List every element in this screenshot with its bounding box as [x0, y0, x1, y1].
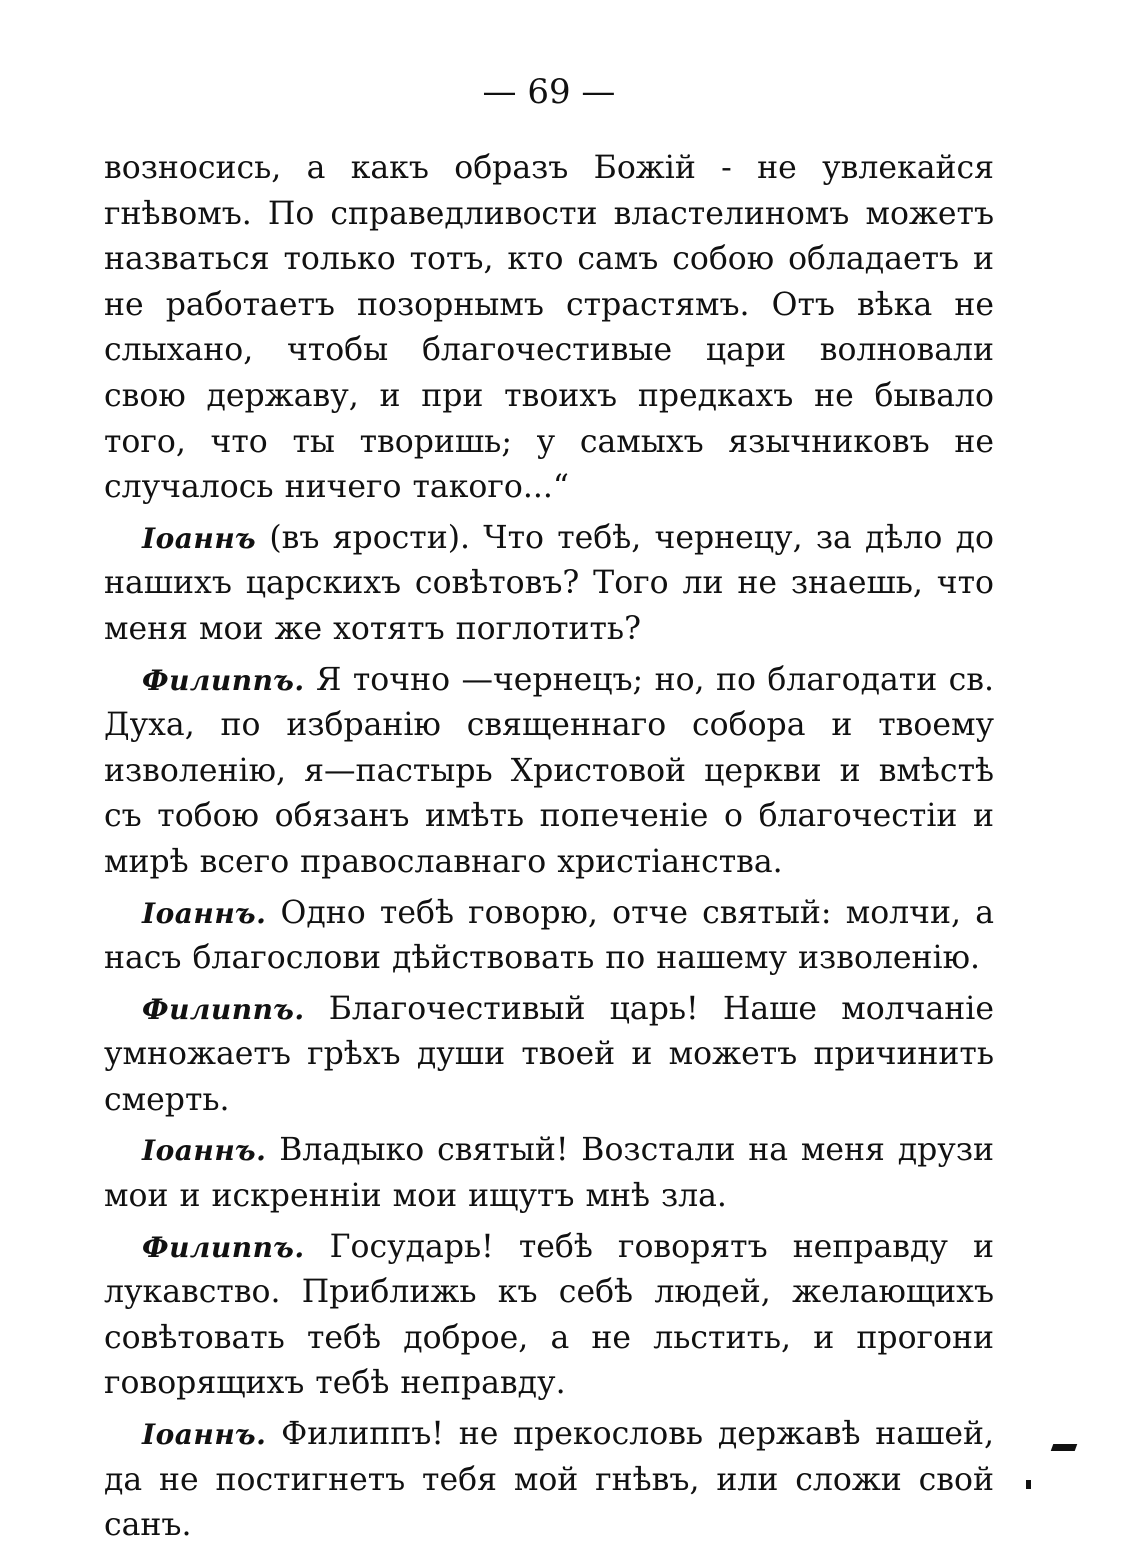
- paragraph-text: Владыко святый! Возстали на меня друзи мои и искренніи мои ищутъ мнѣ зла.: [104, 1132, 994, 1215]
- paragraph-text: Благочестивый царь! Наше молчаніе умножаетъ грѣхъ души твоей и можетъ причинить смерть.: [104, 990, 994, 1118]
- speaker-name: Филиппъ.: [142, 1230, 305, 1264]
- dialogue-paragraph: [104, 516, 994, 653]
- book-page: [104, 70, 994, 1554]
- dialogue-paragraph: [104, 658, 994, 886]
- dialogue-paragraph: [104, 987, 994, 1124]
- paragraph-text: возносись, а какъ образъ Божій - не увлекайся гнѣвомъ. По справедливости властелиномъ можетъ назваться только тотъ, кто самъ собою обладаетъ и не работаетъ позорнымъ страстямъ. Отъ вѣка не слыхано, чтобы благочестивые цари волновали свою державу, и при твоихъ предкахъ не бывало того, что ты творишь; у самыхъ язычниковъ не случалось ничего такого...“: [104, 150, 994, 506]
- dialogue-paragraph: [104, 891, 994, 982]
- speaker-name: Іоаннъ: [142, 521, 257, 555]
- dialogue-paragraph: [104, 1225, 994, 1407]
- paragraph-text: Одно тебѣ говорю, отче святый: молчи, а насъ благослови дѣйствовать по нашему изволенію.: [104, 894, 994, 977]
- page-number: — 69 —: [482, 72, 616, 112]
- paragraph-text: (въ ярости). Что тебѣ, чернецу, за дѣло до нашихъ царскихъ совѣтовъ? Того ли не знаешь, что меня мои же хотятъ поглотить?: [104, 519, 994, 647]
- dialogue-paragraph: [104, 1128, 994, 1219]
- speaker-name: Іоаннъ.: [142, 896, 267, 930]
- dialogue-paragraph: [104, 1412, 994, 1549]
- print-blot-mark: [1026, 1480, 1031, 1489]
- speaker-name: Филиппъ.: [142, 992, 305, 1026]
- paragraph-text: Я точно —чернецъ; но, по благодати св. Духа, по избранію священнаго собора и твоему изволенію, я—пастырь Христовой церкви и вмѣстѣ съ тобою обязанъ имѣть попеченіе о благочестіи и мирѣ всего православнаго христіанства.: [104, 661, 994, 880]
- print-blot-mark: [1051, 1444, 1078, 1451]
- speaker-name: Филиппъ.: [142, 663, 305, 697]
- paragraph-text: Государь! тебѣ говорятъ неправду и лукавство. Приближь къ себѣ людей, желающихъ совѣтовать тебѣ доброе, а не льстить, и прогони говорящихъ тебѣ неправду.: [104, 1228, 994, 1402]
- paragraph-text: Филиппъ! не прекословь державѣ нашей, да не постигнетъ тебя мой гнѣвъ, или сложи свой санъ.: [104, 1416, 994, 1544]
- paragraph-continuation: [104, 146, 994, 511]
- speaker-name: Іоаннъ.: [142, 1134, 267, 1168]
- speaker-name: Іоаннъ.: [142, 1418, 267, 1452]
